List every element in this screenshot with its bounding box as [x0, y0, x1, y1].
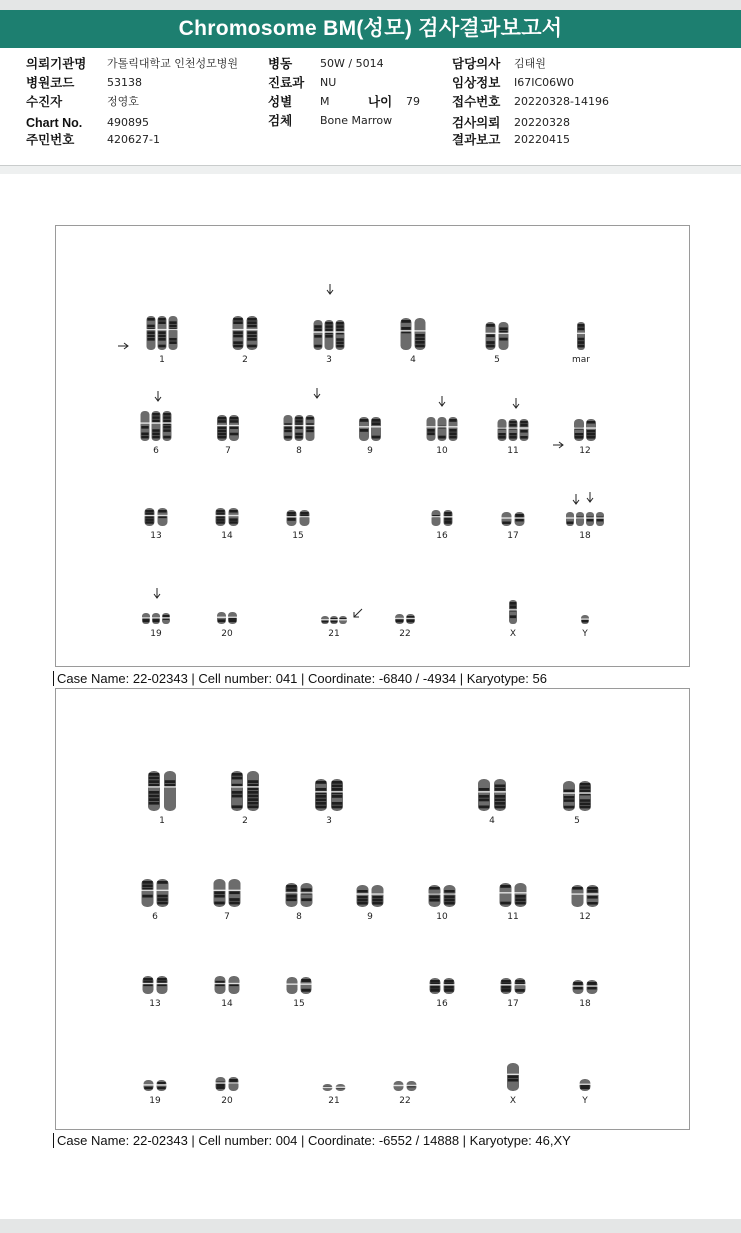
bottom-strip	[0, 1219, 741, 1233]
chromosome	[400, 318, 412, 350]
chromosome	[406, 614, 416, 624]
chromosome-label: mar	[572, 355, 590, 365]
chromosome	[247, 771, 260, 811]
chromosome	[143, 1080, 154, 1091]
chromosome	[428, 885, 441, 907]
chromosome	[305, 415, 315, 441]
chromosome-group	[321, 616, 348, 639]
chromosome	[164, 771, 177, 811]
chromosome	[215, 508, 226, 526]
chromosome-group	[563, 781, 592, 826]
info-label: 결과보고	[452, 133, 501, 147]
chromosome	[576, 512, 585, 526]
chromosome-group	[359, 417, 382, 456]
chromosome	[371, 417, 382, 441]
chromosome-label: 6	[152, 912, 158, 922]
chromosome-group	[429, 978, 455, 1009]
chromosome	[283, 415, 293, 441]
chromosome	[429, 978, 441, 994]
chromosome-label: 4	[410, 355, 416, 365]
chromosome-group	[322, 1084, 346, 1106]
patient-info-section	[0, 48, 741, 166]
info-value: 490895	[107, 116, 149, 129]
section-divider	[0, 166, 741, 174]
chromosome	[509, 600, 518, 624]
chromosome-group	[428, 885, 456, 922]
chromosome	[356, 885, 369, 907]
chromosome	[228, 1077, 239, 1091]
karyogram-panel-1	[55, 225, 690, 667]
chromosome	[335, 320, 345, 350]
chromosome	[322, 1084, 333, 1091]
chromosome-label: X	[509, 629, 517, 639]
arrow-down-icon	[155, 391, 161, 401]
karyogram-image-2	[56, 689, 689, 1129]
chromosome-label: Y	[582, 1096, 588, 1106]
info-value: 50W / 5014	[320, 57, 384, 70]
chromosome	[300, 977, 312, 994]
chromosome	[571, 885, 584, 907]
info-label: 검체	[268, 114, 293, 128]
chromosome-group	[213, 879, 241, 922]
arrow-down-icon	[154, 588, 160, 598]
info-label: 성별	[268, 95, 293, 109]
chromosome-label: 22	[399, 629, 411, 639]
chromosome-group	[501, 512, 525, 541]
chromosome-label: 12	[579, 446, 591, 456]
karyogram-panel-2	[55, 688, 690, 1130]
chromosome-group	[509, 600, 518, 639]
chromosome-label: 2	[242, 816, 248, 826]
chromosome	[579, 781, 592, 811]
chromosome	[232, 316, 244, 350]
chromosome-group	[217, 612, 238, 639]
chromosome-group	[315, 779, 344, 826]
chromosome	[371, 885, 384, 907]
chromosome-group	[393, 1081, 417, 1106]
chromosome-group	[146, 316, 178, 365]
chromosome	[359, 417, 370, 441]
chromosome	[494, 779, 507, 811]
chromosome	[443, 510, 453, 526]
chromosome-label: 13	[149, 999, 161, 1009]
chromosome-group	[313, 320, 345, 365]
chromosome	[514, 883, 527, 907]
chromosome-label: 17	[507, 531, 519, 541]
chromosome-group	[231, 771, 260, 826]
chromosome-group	[500, 978, 526, 1009]
chromosome	[313, 320, 323, 350]
chromosome-group	[141, 879, 169, 922]
info-value: 20220328-14196	[514, 95, 609, 108]
chromosome	[501, 512, 512, 526]
info-value: 김태원	[514, 57, 546, 70]
chromosome	[228, 976, 240, 994]
karyogram-caption-2: Case Name: 22-02343 | Cell number: 004 | Coordinate: -6552 / 14888 | Karyotype: 46,XY	[53, 1133, 571, 1148]
chromosome-label: 1	[159, 816, 165, 826]
chromosome-group	[574, 419, 597, 456]
chromosome-group	[215, 508, 239, 541]
info-label: 수진자	[26, 95, 63, 109]
chromosome	[577, 322, 586, 350]
chromosome	[321, 616, 330, 624]
chromosome	[586, 512, 595, 526]
chromosome	[140, 411, 150, 441]
chromosome	[168, 316, 178, 350]
chromosome	[148, 771, 161, 811]
chromosome	[299, 510, 310, 526]
chromosome-group	[143, 1080, 167, 1106]
chromosome	[499, 883, 512, 907]
chromosome-group	[485, 322, 509, 365]
chromosome	[507, 1063, 520, 1091]
chromosome	[514, 512, 525, 526]
chromosome	[393, 1081, 404, 1091]
chromosome	[228, 879, 241, 907]
chromosome	[146, 316, 156, 350]
chromosome-group	[395, 614, 416, 639]
info-label: 검사의뢰	[452, 116, 501, 130]
chromosome-group	[400, 318, 426, 365]
chromosome	[574, 419, 585, 441]
chromosome	[286, 977, 298, 994]
chromosome	[579, 1079, 591, 1091]
chromosome-label: 15	[292, 531, 304, 541]
chromosome	[144, 508, 155, 526]
chromosome	[215, 1077, 226, 1091]
chromosome	[426, 417, 436, 441]
chromosome-group	[283, 415, 315, 456]
info-value: 가톨릭대학교 인천성모병원	[107, 57, 239, 70]
chromosome-label: 7	[225, 446, 231, 456]
chromosome-label: 19	[149, 1096, 161, 1106]
chromosome-group	[286, 510, 310, 541]
info-value: M	[320, 95, 330, 108]
chromosome	[294, 415, 304, 441]
chromosome	[566, 512, 575, 526]
chromosome	[443, 978, 455, 994]
chromosome	[213, 879, 226, 907]
chromosome	[214, 976, 226, 994]
chromosome-group	[286, 977, 312, 1009]
chromosome	[335, 1084, 346, 1091]
chromosome	[339, 616, 348, 624]
chromosome	[285, 883, 298, 907]
chromosome-group	[232, 316, 258, 365]
chromosome-label: 21	[328, 629, 340, 639]
chromosome	[162, 613, 171, 624]
arrow-down-icon	[573, 494, 579, 504]
chromosome-label: 13	[150, 531, 162, 541]
chromosome	[162, 411, 172, 441]
chromosome-group	[431, 510, 453, 541]
chromosome-label: 3	[326, 355, 332, 365]
chromosome	[228, 508, 239, 526]
chromosome-label: Y	[582, 629, 588, 639]
chromosome-group	[214, 976, 240, 1009]
chromosome-label: 2	[242, 355, 248, 365]
info-value: 53138	[107, 76, 142, 89]
chromosome-label: 5	[494, 355, 500, 365]
chromosome	[563, 781, 576, 811]
chromosome-label: 20	[221, 1096, 233, 1106]
chromosome	[478, 779, 491, 811]
chromosome	[157, 508, 168, 526]
chromosome	[581, 615, 590, 624]
chromosome	[300, 883, 313, 907]
chromosome	[443, 885, 456, 907]
karyogram-caption-1: Case Name: 22-02343 | Cell number: 041 | Coordinate: -6840 / -4934 | Karyotype: 56	[53, 671, 547, 686]
chromosome	[156, 879, 169, 907]
chromosome	[395, 614, 405, 624]
info-value: 20220415	[514, 133, 570, 146]
chromosome	[324, 320, 334, 350]
info-label: 병원코드	[26, 76, 75, 90]
chromosome	[142, 976, 154, 994]
chromosome-label: 4	[489, 816, 495, 826]
chromosome-group	[571, 885, 599, 922]
chromosome-label: 16	[436, 531, 448, 541]
chromosome-label: 20	[221, 629, 233, 639]
chromosome	[448, 417, 458, 441]
chromosome	[286, 510, 297, 526]
chromosome-label: 9	[367, 912, 373, 922]
arrow-down-icon	[513, 398, 519, 408]
chromosome	[142, 613, 151, 624]
chromosome	[431, 510, 441, 526]
chromosome-label: 19	[150, 629, 162, 639]
info-value: Bone Marrow	[320, 114, 393, 127]
arrow-down-icon	[439, 396, 445, 406]
chromosome-label: 8	[296, 912, 302, 922]
chromosome-label: 18	[579, 999, 591, 1009]
info-label: Chart No.	[26, 116, 83, 130]
chromosome	[156, 1080, 167, 1091]
info-label-age: 나이	[368, 95, 393, 109]
chromosome	[586, 980, 598, 994]
arrow-down-icon	[327, 284, 333, 294]
chromosome-group	[144, 508, 168, 541]
chromosome	[315, 779, 328, 811]
info-value-age: 79	[406, 95, 420, 108]
chromosome-group	[497, 419, 529, 456]
karyogram-image-1	[56, 226, 689, 666]
chromosome-group	[148, 771, 177, 826]
chromosome	[406, 1081, 417, 1091]
chromosome	[596, 512, 605, 526]
chromosome	[217, 415, 228, 441]
chromosome-label: 1	[159, 355, 165, 365]
chromosome-group	[356, 885, 384, 922]
arrow-down-icon	[587, 492, 593, 502]
chromosome-group	[142, 613, 171, 639]
chromosome-group	[499, 883, 527, 922]
chromosome	[485, 322, 496, 350]
arrow-diagonal-icon	[354, 609, 362, 617]
chromosome-label: 16	[436, 999, 448, 1009]
chromosome-group	[579, 1079, 591, 1106]
info-value: NU	[320, 76, 337, 89]
chromosome	[228, 612, 238, 624]
chromosome-label: 8	[296, 446, 302, 456]
chromosome-label: 11	[507, 912, 519, 922]
chromosome	[217, 612, 227, 624]
chromosome-group	[217, 415, 240, 456]
chromosome	[231, 771, 244, 811]
chromosome	[586, 885, 599, 907]
info-label: 접수번호	[452, 95, 501, 109]
info-label: 진료과	[268, 76, 305, 90]
chromosome-group	[478, 779, 507, 826]
chromosome	[572, 980, 584, 994]
info-label: 의뢰기관명	[26, 57, 87, 71]
chromosome-group	[426, 417, 458, 456]
chromosome-label: 17	[507, 999, 519, 1009]
chromosome-label: 15	[293, 999, 305, 1009]
chromosome-group	[581, 615, 590, 639]
chromosome-group	[140, 411, 172, 456]
chromosome	[500, 978, 512, 994]
chromosome	[156, 976, 168, 994]
chromosome	[331, 779, 344, 811]
arrow-right-icon	[118, 343, 128, 349]
chromosome	[157, 316, 167, 350]
chromosome	[141, 879, 154, 907]
chromosome-label: 21	[328, 1096, 340, 1106]
chromosome-label: 12	[579, 912, 591, 922]
info-value: 420627-1	[107, 133, 160, 146]
chromosome-group	[566, 512, 605, 541]
chromosome	[586, 419, 597, 441]
chromosome	[414, 318, 426, 350]
chromosome-label: 10	[436, 446, 448, 456]
chromosome-label: X	[509, 1096, 517, 1106]
chromosome-label: 9	[367, 446, 373, 456]
chromosome	[519, 419, 529, 441]
chromosome-label: 7	[224, 912, 230, 922]
arrow-right-icon	[553, 442, 563, 448]
info-value: 20220328	[514, 116, 570, 129]
chromosome-group	[507, 1063, 520, 1106]
chromosome-label: 22	[399, 1096, 411, 1106]
info-label: 병동	[268, 57, 293, 71]
chromosome	[514, 978, 526, 994]
report-title: Chromosome BM(성모) 검사결과보고서	[0, 10, 741, 48]
chromosome-label: 3	[326, 816, 332, 826]
chromosome-label: 6	[153, 446, 159, 456]
info-value: I67IC06W0	[514, 76, 575, 89]
chromosome-label: 14	[221, 999, 233, 1009]
chromosome-label: 18	[579, 531, 591, 541]
chromosome-label: 14	[221, 531, 233, 541]
chromosome-group	[572, 980, 598, 1009]
chromosome	[437, 417, 447, 441]
info-label: 담당의사	[452, 57, 501, 71]
chromosome	[330, 616, 339, 624]
chromosome-label: 5	[574, 816, 580, 826]
chromosome	[497, 419, 507, 441]
chromosome	[229, 415, 240, 441]
chromosome	[152, 613, 161, 624]
info-value: 정영호	[107, 95, 139, 108]
chromosome-group	[572, 322, 590, 365]
info-label: 임상정보	[452, 76, 501, 90]
info-label: 주민번호	[26, 133, 75, 147]
arrow-down-icon	[314, 388, 320, 398]
top-strip	[0, 0, 741, 10]
chromosome	[508, 419, 518, 441]
chromosome-label: 11	[507, 446, 519, 456]
chromosome	[246, 316, 258, 350]
chromosome-group	[285, 883, 313, 922]
chromosome	[151, 411, 161, 441]
chromosome	[498, 322, 509, 350]
chromosome-group	[215, 1077, 239, 1106]
chromosome-label: 10	[436, 912, 448, 922]
chromosome-group	[142, 976, 168, 1009]
